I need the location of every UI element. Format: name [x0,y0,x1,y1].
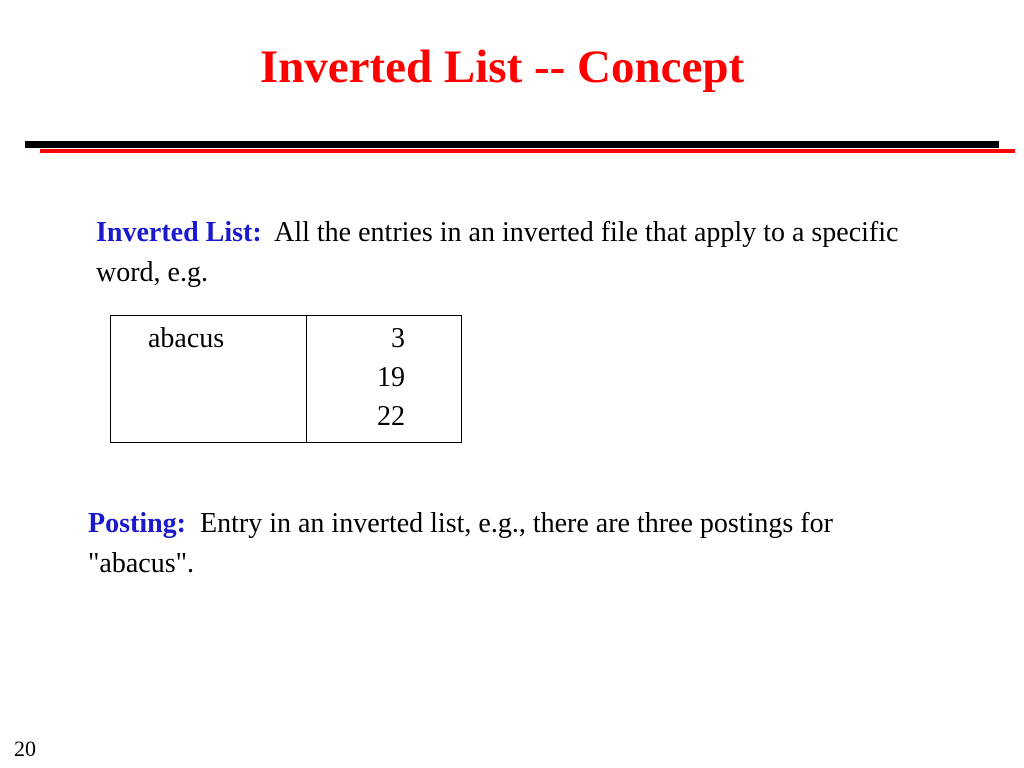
posting-text: Entry in an inverted list, e.g., there are three postings for "abacus". [88,508,833,579]
posting-term: Posting: [88,508,186,539]
page-number: 20 [14,736,36,761]
inverted-list-definition [96,213,956,293]
inverted-list-example-table [110,315,462,443]
title-rule-black [25,141,999,148]
posting-doc-id: 3 [391,323,405,354]
word-cell [111,316,307,442]
posting-definition [88,504,888,584]
posting-doc-id: 19 [377,362,405,393]
word-label: abacus [148,323,225,354]
postings-cell [307,316,461,442]
slide-title: Inverted List -- Concept [259,41,745,93]
inverted-list-text: All the entries in an inverted file that apply to a specific word, e.g. [96,217,899,288]
posting-doc-id: 22 [377,401,405,432]
inverted-list-term: Inverted List: [96,217,262,248]
title-rule-red [40,149,1015,153]
